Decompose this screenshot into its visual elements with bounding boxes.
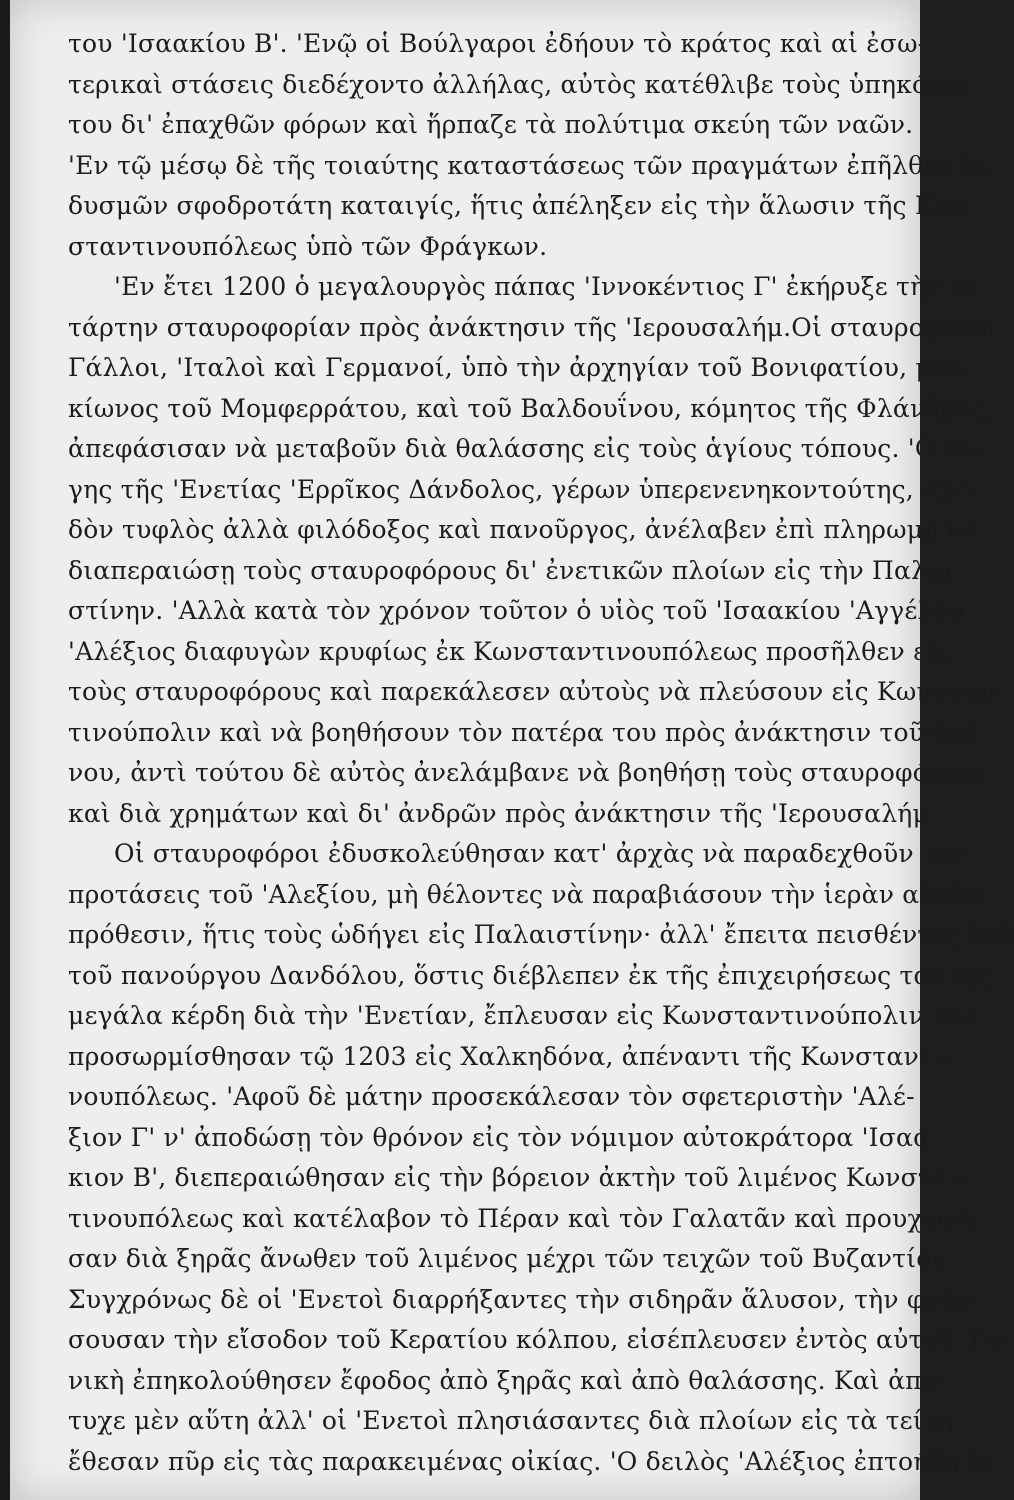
text-line: τερικαὶ στάσεις διεδέχοντο ἀλλήλας, αὐτὸς κατέθλιβε τοὺς ὑπηκόους xyxy=(68,69,973,99)
text-line: διαπεραιώσῃ τοὺς σταυροφόρους δι' ἐνετικῶν πλοίων εἰς τὴν Παλαι- xyxy=(68,555,963,585)
text-line: σουσαν τὴν εἴσοδον τοῦ Κερατίου κόλπου, εἰσέπλευσεν ἐντὸς αὐτοῦ. Γε- xyxy=(68,1325,1009,1354)
text-line: του δι' ἐπαχθῶν φόρων καὶ ἥρπαζε τὰ πολύτιμα σκεύη τῶν ναῶν. xyxy=(68,110,914,139)
text-line: ἀπεφάσισαν νὰ μεταβοῦν διὰ θαλάσσης εἰς τοὺς ἁγίους τόπους. 'Ο δό- xyxy=(68,434,983,463)
text-line: Οἱ σταυροφόροι ἐδυσκολεύθησαν κατ' ἀρχὰς νὰ παραδεχθοῦν τὰς xyxy=(114,839,968,868)
book-page xyxy=(10,0,1014,1500)
text-line: προτάσεις τοῦ 'Αλεξίου, μὴ θέλοντες νὰ παραβιάσουν τὴν ἱερὰν αὐτῶν xyxy=(68,879,985,909)
text-line: τινουπόλεως καὶ κατέλαβον τὸ Πέραν καὶ τὸν Γαλατᾶν καὶ προυχώρη- xyxy=(68,1203,983,1233)
scan-border xyxy=(0,0,10,1500)
text-line: Γάλλοι, 'Ιταλοὶ καὶ Γερμανοί, ὑπὸ τὴν ἀρχηγίαν τοῦ Βονιφατίου, μαρ- xyxy=(68,353,973,382)
text-line: καὶ διὰ χρημάτων καὶ δι' ἀνδρῶν πρὸς ἀνάκτησιν τῆς 'Ιερουσαλήμ. xyxy=(68,798,938,828)
text-line: τοῦ πανούργου Δανδόλου, ὅστις διέβλεπεν ἐκ τῆς ἐπιχειρήσεως ταύτης xyxy=(68,960,990,990)
text-line: τοὺς σταυροφόρους καὶ παρεκάλεσεν αὐτοὺς νὰ πλεύσουν εἰς Κωνσταν- xyxy=(68,677,1005,706)
text-line: νικὴ ἐπηκολούθησεν ἔφοδος ἀπὸ ξηρᾶς καὶ ἀπὸ θαλάσσης. Καὶ ἀπέ- xyxy=(68,1365,944,1395)
text-line: τινούπολιν καὶ νὰ βοηθήσουν τὸν πατέρα του πρὸς ἀνάκτησιν τοῦ θρό- xyxy=(68,717,987,747)
text-line: μεγάλα κέρδη διὰ τὴν 'Ενετίαν, ἔπλευσαν εἰς Κωνσταντινούπολιν καὶ xyxy=(68,1001,975,1030)
text-line: νουπόλεως. 'Αφοῦ δὲ μάτην προσεκάλεσαν τὸν σφετεριστὴν 'Αλέ- xyxy=(68,1082,915,1111)
text-line: τάρτην σταυροφορίαν πρὸς ἀνάκτησιν τῆς 'Ιερουσαλήμ.Οἱ σταυροφόροι, xyxy=(68,312,1006,342)
text-line: νου, ἀντὶ τούτου δὲ αὐτὸς ἀνελάμβανε νὰ βοηθήσῃ τοὺς σταυροφόρους xyxy=(68,758,988,787)
text-line: κίωνος τοῦ Μομφερράτου, καὶ τοῦ Βαλδουΐνου, κόμητος τῆς Φλάνδρας, xyxy=(68,393,995,423)
text-line: δὸν τυφλὸς ἀλλὰ φιλόδοξος καὶ πανοῦργος, ἀνέλαβεν ἐπὶ πληρωμῇ νὰ xyxy=(68,515,979,544)
text-line: τυχε μὲν αὕτη ἀλλ' οἱ 'Ενετοὶ πλησιάσαντες διὰ πλοίων εἰς τὰ τείχη xyxy=(68,1406,954,1435)
text-line: του 'Ισαακίου Β'. 'Ενῷ οἱ Βούλγαροι ἐδήουν τὸ κράτος καὶ αἱ ἐσω- xyxy=(68,29,927,58)
text-line: σαν διὰ ξηρᾶς ἄνωθεν τοῦ λιμένος μέχρι τῶν τειχῶν τοῦ Βυζαντίου. xyxy=(68,1244,956,1273)
text-line: ξιον Γ' ν' ἀποδώσῃ τὸν θρόνον εἰς τὸν νόμιμον αὐτοκράτορα 'Ισαά- xyxy=(68,1122,939,1152)
text-line: κιον Β', διεπεραιώθησαν εἰς τὴν βόρειον ἀκτὴν τοῦ λιμένος Κωνσταν- xyxy=(68,1163,974,1192)
text-line: ἔθεσαν πῦρ εἰς τὰς παρακειμένας οἰκίας. 'Ο δειλὸς 'Αλέξιος ἐπτοήθη ἐκ xyxy=(68,1446,997,1476)
text-line: προσωρμίσθησαν τῷ 1203 εἰς Χαλκηδόνα, ἀπέναντι τῆς Κωνσταντι- xyxy=(68,1041,952,1071)
text-line: δυσμῶν σφοδροτάτη καταιγίς, ἥτις ἀπέληξεν εἰς τὴν ἅλωσιν τῆς Κων- xyxy=(68,191,979,220)
text-line: σταντινουπόλεως ὑπὸ τῶν Φράγκων. xyxy=(68,231,548,261)
text-line: 'Εν ἔτει 1200 ὁ μεγαλουργὸς πάπας 'Ιννοκέντιος Γ' ἐκήρυξε τὴν τε- xyxy=(114,272,985,301)
text-line: 'Αλέξιος διαφυγὼν κρυφίως ἐκ Κωνσταντινουπόλεως προσῆλθεν εἰς xyxy=(68,636,951,666)
text-line: 'Εν τῷ μέσῳ δὲ τῆς τοιαύτης καταστάσεως τῶν πραγμάτων ἐπῆλθεν ἐκ xyxy=(68,150,990,180)
text-line: στίνην. 'Αλλὰ κατὰ τὸν χρόνον τοῦτον ὁ υἱὸς τοῦ 'Ισαακίου 'Αγγέλου xyxy=(68,596,965,625)
page-text xyxy=(68,24,1014,1482)
text-line: Συγχρόνως δὲ οἱ 'Ενετοὶ διαρρήξαντες τὴν σιδηρᾶν ἅλυσον, τὴν φράσ- xyxy=(68,1284,983,1314)
text-line: γης τῆς 'Ενετίας 'Ερρῖκος Δάνδολος, γέρων ὑπερενενηκοντούτης, σχε- xyxy=(68,474,977,504)
text-line: πρόθεσιν, ἥτις τοὺς ὡδήγει εἰς Παλαιστίνην· ἀλλ' ἔπειτα πεισθέντες ὑπὸ xyxy=(68,920,1014,949)
